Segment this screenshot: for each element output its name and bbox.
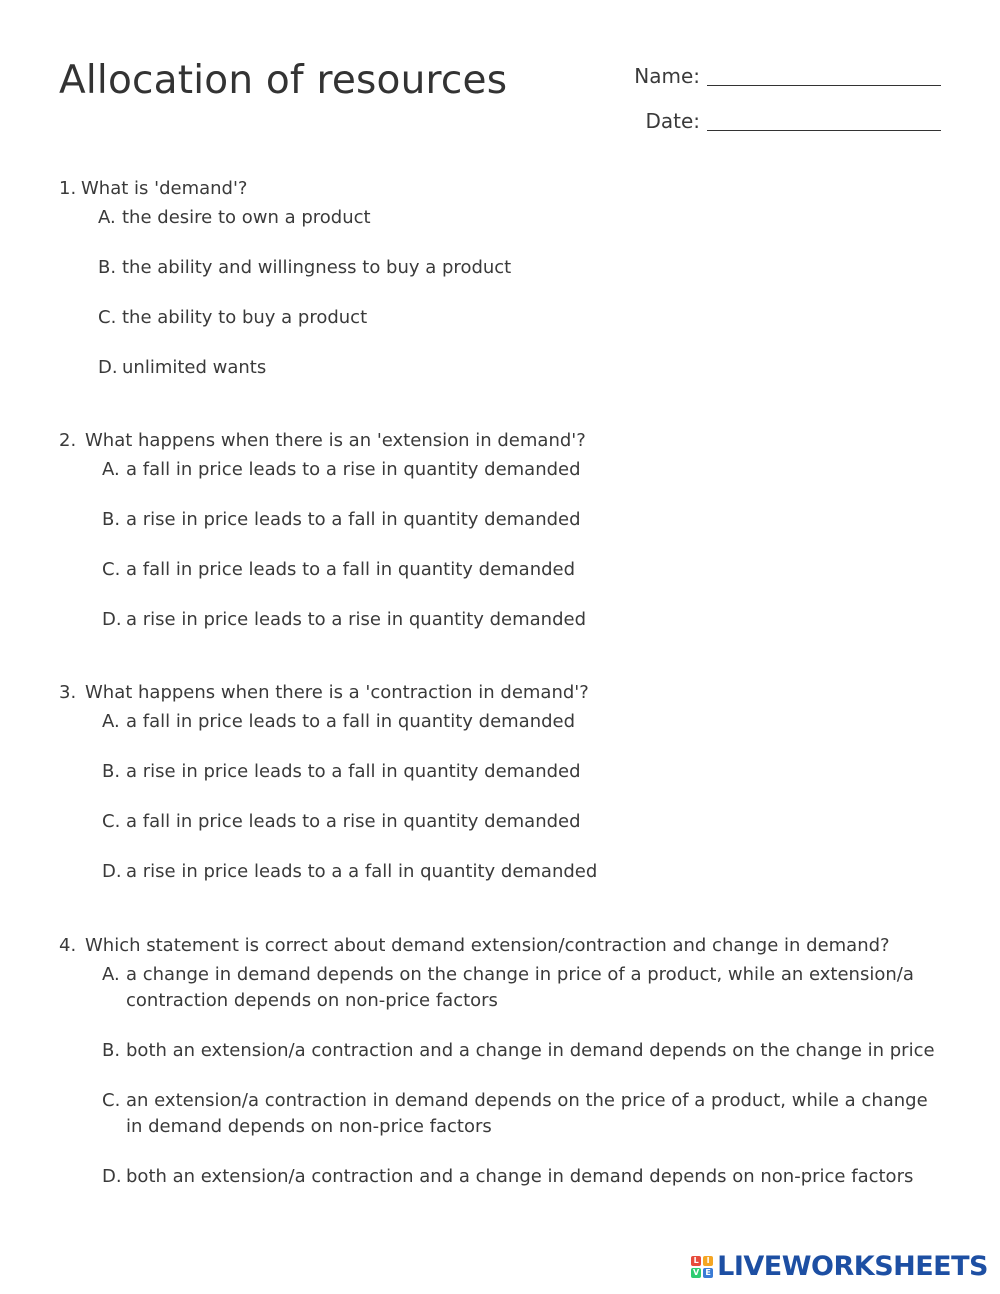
question-2 [59, 430, 949, 633]
option-letter: B. [98, 257, 117, 278]
option-letter: C. [102, 559, 121, 580]
option-text: a fall in price leads to a fall in quantity demanded [126, 559, 576, 580]
question-4 [59, 935, 949, 1190]
option-letter: C. [102, 811, 121, 832]
option-letter: B. [102, 1040, 121, 1061]
option-text: a change in demand depends on the change in price of a product, while an extension/a contraction depends on non-price factors [126, 964, 914, 1011]
question-3 [59, 682, 949, 885]
option-letter: D. [102, 609, 122, 630]
name-label: Name: [634, 64, 700, 88]
liveworksheets-logo [691, 1251, 988, 1282]
question-text [59, 935, 949, 956]
option-d[interactable] [102, 607, 949, 633]
option-text: unlimited wants [122, 357, 267, 378]
option-text: a fall in price leads to a fall in quantity demanded [126, 711, 576, 732]
option-text: both an extension/a contraction and a change in demand depends on the change in price [126, 1040, 935, 1061]
option-letter: C. [98, 307, 117, 328]
question-prompt: What happens when there is an 'extension in demand'? [85, 430, 586, 451]
option-text: a rise in price leads to a fall in quantity demanded [126, 761, 581, 782]
option-letter: B. [102, 761, 121, 782]
worksheet-title: Allocation of resources [59, 58, 508, 103]
question-1 [59, 178, 949, 381]
option-a[interactable] [98, 205, 949, 231]
option-letter: C. [102, 1090, 121, 1111]
name-field [634, 64, 941, 88]
option-c[interactable] [102, 809, 949, 835]
option-b[interactable] [102, 507, 949, 533]
option-c[interactable] [102, 557, 949, 583]
question-text [59, 178, 949, 199]
option-a[interactable] [102, 962, 942, 1014]
liveworksheets-wordmark: LIVEWORKSHEETS [717, 1251, 988, 1282]
liveworksheets-icon [691, 1256, 713, 1278]
option-a[interactable] [102, 709, 949, 735]
option-text: an extension/a contraction in demand depends on the price of a product, while a change in demand depends on non-price factors [126, 1090, 928, 1137]
date-field [645, 109, 941, 133]
question-number: 3. [59, 682, 77, 703]
question-prompt: Which statement is correct about demand extension/contraction and change in demand? [85, 935, 890, 956]
option-text: a rise in price leads to a rise in quantity demanded [126, 609, 587, 630]
option-text: the ability and willingness to buy a product [122, 257, 512, 278]
option-letter: A. [102, 711, 120, 732]
option-d[interactable] [102, 859, 949, 885]
option-list [59, 457, 949, 633]
date-input-line[interactable] [707, 130, 941, 131]
logo-tile-v: V [693, 1268, 700, 1277]
name-input-line[interactable] [707, 85, 941, 86]
option-text: both an extension/a contraction and a change in demand depends on non-price factors [126, 1166, 914, 1187]
question-text [59, 430, 949, 451]
option-letter: D. [102, 861, 122, 882]
option-letter: A. [102, 459, 120, 480]
question-number: 2. [59, 430, 77, 451]
option-text: a rise in price leads to a fall in quantity demanded [126, 509, 581, 530]
option-b[interactable] [98, 255, 949, 281]
logo-tile-i: I [703, 1256, 713, 1266]
option-text: the desire to own a product [122, 207, 371, 228]
option-letter: D. [98, 357, 118, 378]
question-prompt: What happens when there is a 'contraction in demand'? [85, 682, 589, 703]
option-b[interactable] [102, 1038, 942, 1064]
option-d[interactable] [98, 355, 949, 381]
option-letter: A. [102, 964, 120, 985]
option-text: a fall in price leads to a rise in quantity demanded [126, 459, 581, 480]
option-list [59, 709, 949, 885]
question-number: 1. [59, 178, 77, 199]
question-prompt: What is 'demand'? [81, 178, 248, 199]
option-b[interactable] [102, 759, 949, 785]
option-text: a rise in price leads to a a fall in quantity demanded [126, 861, 598, 882]
date-label: Date: [645, 109, 700, 133]
option-text: the ability to buy a product [122, 307, 368, 328]
option-letter: A. [98, 207, 116, 228]
option-letter: D. [102, 1166, 122, 1187]
option-letter: B. [102, 509, 121, 530]
option-list [59, 962, 942, 1190]
option-a[interactable] [102, 457, 949, 483]
option-c[interactable] [98, 305, 949, 331]
option-text: a fall in price leads to a rise in quantity demanded [126, 811, 581, 832]
question-number: 4. [59, 935, 77, 956]
option-d[interactable] [102, 1164, 942, 1190]
option-c[interactable] [102, 1088, 942, 1140]
question-text [59, 682, 949, 703]
option-list [59, 205, 949, 381]
logo-tile-e: E [703, 1268, 713, 1278]
logo-tile-l: L [691, 1256, 701, 1266]
